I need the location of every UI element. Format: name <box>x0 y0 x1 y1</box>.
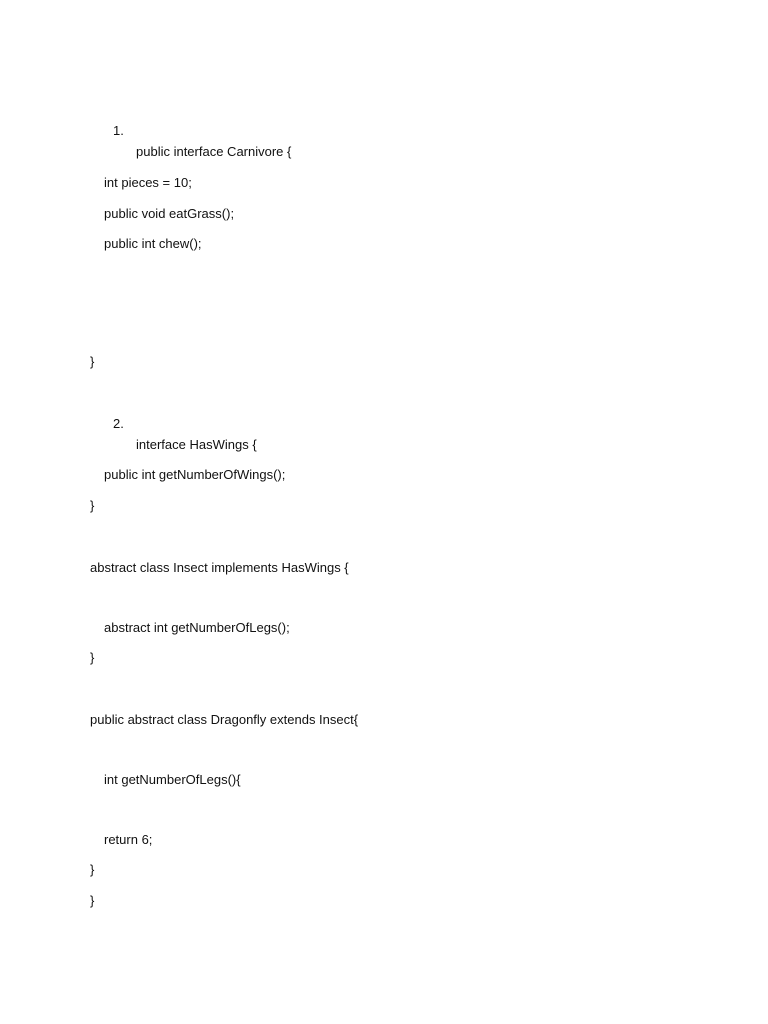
code-line-pieces: int pieces = 10; <box>104 175 192 190</box>
list-number-1: 1. <box>113 123 124 138</box>
code-line-chew: public int chew(); <box>104 236 202 251</box>
code-line-eatgrass: public void eatGrass(); <box>104 206 235 221</box>
code-line-return: return 6; <box>104 832 153 847</box>
dragonfly-class-header: public abstract class Dragonfly extends Insect{ <box>90 712 359 727</box>
dragonfly-closing-brace: } <box>90 893 95 908</box>
carnivore-closing-brace: } <box>90 354 95 369</box>
insect-class-header: abstract class Insect implements HasWings { <box>90 560 349 575</box>
method-closing-brace: } <box>90 862 95 877</box>
list-number-2: 2. <box>113 416 124 431</box>
carnivore-interface-header: public interface Carnivore { <box>136 144 292 159</box>
code-line-getnumberofwings: public int getNumberOfWings(); <box>104 467 286 482</box>
haswings-interface-header: interface HasWings { <box>136 437 257 452</box>
insect-closing-brace: } <box>90 650 95 665</box>
code-line-getnumberoflegs-impl: int getNumberOfLegs(){ <box>104 772 241 787</box>
haswings-closing-brace: } <box>90 498 95 513</box>
code-line-abstract-getnumberoflegs: abstract int getNumberOfLegs(); <box>104 620 290 635</box>
